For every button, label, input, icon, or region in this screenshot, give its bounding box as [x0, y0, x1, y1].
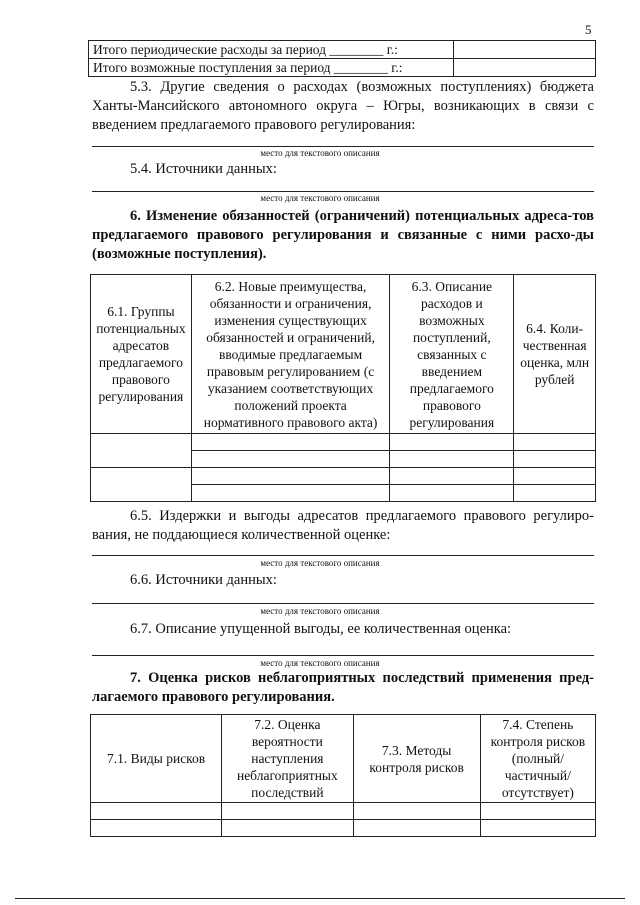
header-7-3: 7.3. Методы контроля рисков: [353, 715, 480, 803]
placeholder-caption: место для текстового описания: [260, 148, 380, 158]
table-cell: [91, 468, 192, 502]
table-cell: [514, 451, 596, 468]
addressees-table: [90, 274, 596, 502]
risks-table: [90, 714, 596, 837]
table-cell: [390, 468, 514, 485]
section-7-heading: 7. Оценка рисков неблагоприятных последствий применения пред-лагаемого правового регулирования.: [92, 670, 594, 705]
totals-periodic-label: Итого периодические расходы за период ________ г.:: [89, 41, 454, 59]
table-cell: [191, 485, 390, 502]
totals-income-label: Итого возможные поступления за период ________ г.:: [89, 59, 454, 77]
table-cell: [353, 803, 480, 820]
header-7-2: 7.2. Оценка вероятности наступления неблагоприятных последствий: [222, 715, 353, 803]
table-cell: [480, 820, 595, 837]
page-bottom-line: [15, 898, 625, 899]
table-cell: [480, 803, 595, 820]
table-cell: [191, 451, 390, 468]
table-cell: [91, 434, 192, 468]
section-5-3-text: 5.3. Другие сведения о расходах (возможных поступлениях) бюджета Ханты-Мансийского автономного округа – Югры, возникающих в связи с введением предлагаемого правового регулирования:: [92, 79, 594, 133]
table-header-row: [91, 275, 596, 434]
text-placeholder-line: [92, 655, 594, 656]
placeholder-caption: место для текстового описания: [260, 606, 380, 616]
table-cell: [390, 451, 514, 468]
table-header-row: [91, 715, 596, 803]
table-cell: [91, 803, 222, 820]
placeholder-caption: место для текстового описания: [260, 193, 380, 203]
table-row: [89, 41, 596, 59]
header-6-4: 6.4. Коли-чественная оценка, млн рублей: [514, 275, 596, 434]
text-placeholder-line: [92, 146, 594, 147]
page-number: 5: [585, 22, 592, 37]
totals-table: [88, 40, 596, 77]
header-6-1: 6.1. Группы потенциальных адресатов предлагаемого правового регулирования: [91, 275, 192, 434]
table-row: [91, 803, 596, 820]
placeholder-caption: место для текстового описания: [260, 558, 380, 568]
header-7-4: 7.4. Степень контроля рисков (полный/ частичный/ отсутствует): [480, 715, 595, 803]
table-row: [91, 434, 596, 451]
table-cell: [191, 434, 390, 451]
table-cell: [514, 434, 596, 451]
table-cell: [514, 468, 596, 485]
section-6-5-text: 6.5. Издержки и выгоды адресатов предлагаемого правового регулиро-вания, не поддающиеся количественной оценке:: [92, 508, 594, 543]
table-row: [89, 59, 596, 77]
placeholder-caption: место для текстового описания: [260, 658, 380, 668]
header-6-3: 6.3. Описание расходов и возможных поступлений, связанных с введением предлагаемого правового регулирования: [390, 275, 514, 434]
table-cell: [353, 820, 480, 837]
table-cell: [91, 820, 222, 837]
section-5-4-text: 5.4. Источники данных:: [130, 161, 277, 177]
table-cell: [222, 820, 353, 837]
table-cell: [514, 485, 596, 502]
text-placeholder-line: [92, 191, 594, 192]
table-cell: [390, 485, 514, 502]
table-cell: [454, 59, 596, 77]
table-row: [91, 820, 596, 837]
text-placeholder-line: [92, 603, 594, 604]
text-placeholder-line: [92, 555, 594, 556]
section-6-heading: 6. Изменение обязанностей (ограничений) потенциальных адреса-тов предлагаемого правового регулирования и связанные с ними расхо-ды (возможные поступления).: [92, 208, 594, 262]
table-cell: [222, 803, 353, 820]
table-cell: [454, 41, 596, 59]
table-cell: [390, 434, 514, 451]
section-6-6-text: 6.6. Источники данных:: [130, 572, 277, 588]
header-6-2: 6.2. Новые преимущества, обязанности и ограничения, изменения существующих обязанностей и ограничений, вводимые предлагаемым правовым регулированием (с указанием соответствующих положений проекта нормативного правового акта): [191, 275, 390, 434]
table-row: [91, 468, 596, 485]
header-7-1: 7.1. Виды рисков: [91, 715, 222, 803]
table-cell: [191, 468, 390, 485]
section-6-7-text: 6.7. Описание упущенной выгоды, ее количественная оценка:: [130, 621, 512, 637]
